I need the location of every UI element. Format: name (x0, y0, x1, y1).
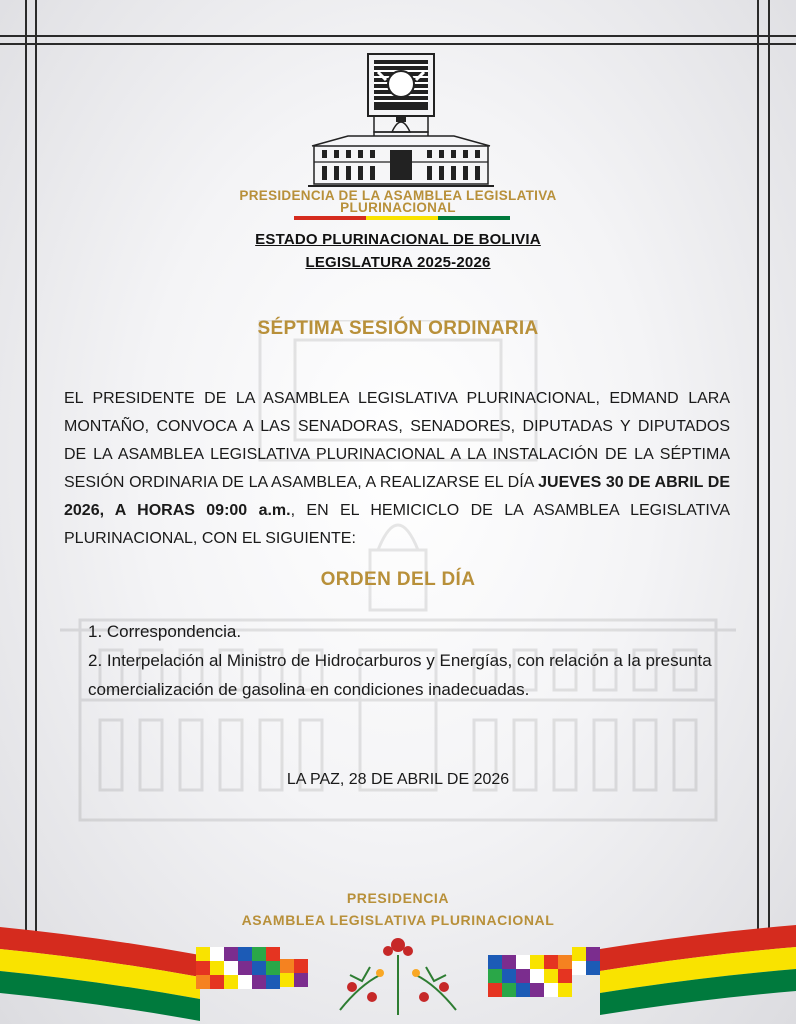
legislative-palace-emblem (308, 50, 494, 190)
frame-right-line-1 (757, 0, 759, 940)
agenda-list (88, 617, 738, 704)
session-datetime: JUEVES 30 DE ABRIL DE 2026, A HORAS 09:00 a.m. (64, 474, 731, 519)
bolivian-tricolor-bar (294, 216, 510, 220)
session-title: SÉPTIMA SESIÓN ORDINARIA (257, 318, 539, 339)
state-title: ESTADO PLURINACIONAL DE BOLIVIA (255, 231, 541, 248)
flags-decoration (0, 915, 796, 1024)
convocation-text (64, 385, 730, 553)
frame-left-line-2 (35, 0, 37, 940)
legislature-title: LEGISLATURA 2025-2026 (305, 254, 491, 271)
convocation-part-1: EL PRESIDENTE DE LA ASAMBLEA LEGISLATIVA PLURINACIONAL, EDMAND LARA MONTAÑO, CONVOCA A LAS SENADORAS, SENADORES, DIPUTADAS Y DIPUTADOS DE LA ASAMBLEA LEGISLATIVA PLURINACIONAL A LA INSTALACIÓN DE LA SÉPTIMA SESIÓN ORDINARIA DE LA ASAMBLEA, A REALIZARSE EL DÍA (64, 390, 730, 491)
frame-right-line-2 (768, 0, 770, 940)
frame-top-line-1 (0, 35, 796, 37)
agenda-title: ORDEN DEL DÍA (320, 569, 476, 590)
bolivia-flag-left (0, 927, 200, 1021)
footer-line-1: PRESIDENCIA (346, 890, 450, 906)
wiphala-flag-right (488, 947, 600, 997)
convocation-part-2: , EN EL HEMICICLO DE LA ASAMBLEA LEGISLATIVA PLURINACIONAL, CON EL SIGUIENTE: (64, 502, 730, 547)
agenda-item: 1. Correspondencia. (88, 622, 242, 641)
frame-left-line-1 (25, 0, 27, 940)
frame-top-line-2 (0, 43, 796, 45)
bolivia-flag-right (600, 925, 796, 1015)
agenda-item: 2. Interpelación al Ministro de Hidrocarburos y Energías, con relación a la presunta comercialización de gasolina en condiciones inadecuadas. (88, 651, 712, 699)
wiphala-flag-left (196, 947, 308, 989)
org-title: PRESIDENCIA DE LA ASAMBLEA LEGISLATIVA PLURINACIONAL (239, 188, 557, 215)
footer-line-2: ASAMBLEA LEGISLATIVA PLURINACIONAL (241, 912, 555, 928)
date-line: LA PAZ, 28 DE ABRIL DE 2026 (286, 771, 510, 788)
kantuta-flowers (340, 955, 456, 1015)
